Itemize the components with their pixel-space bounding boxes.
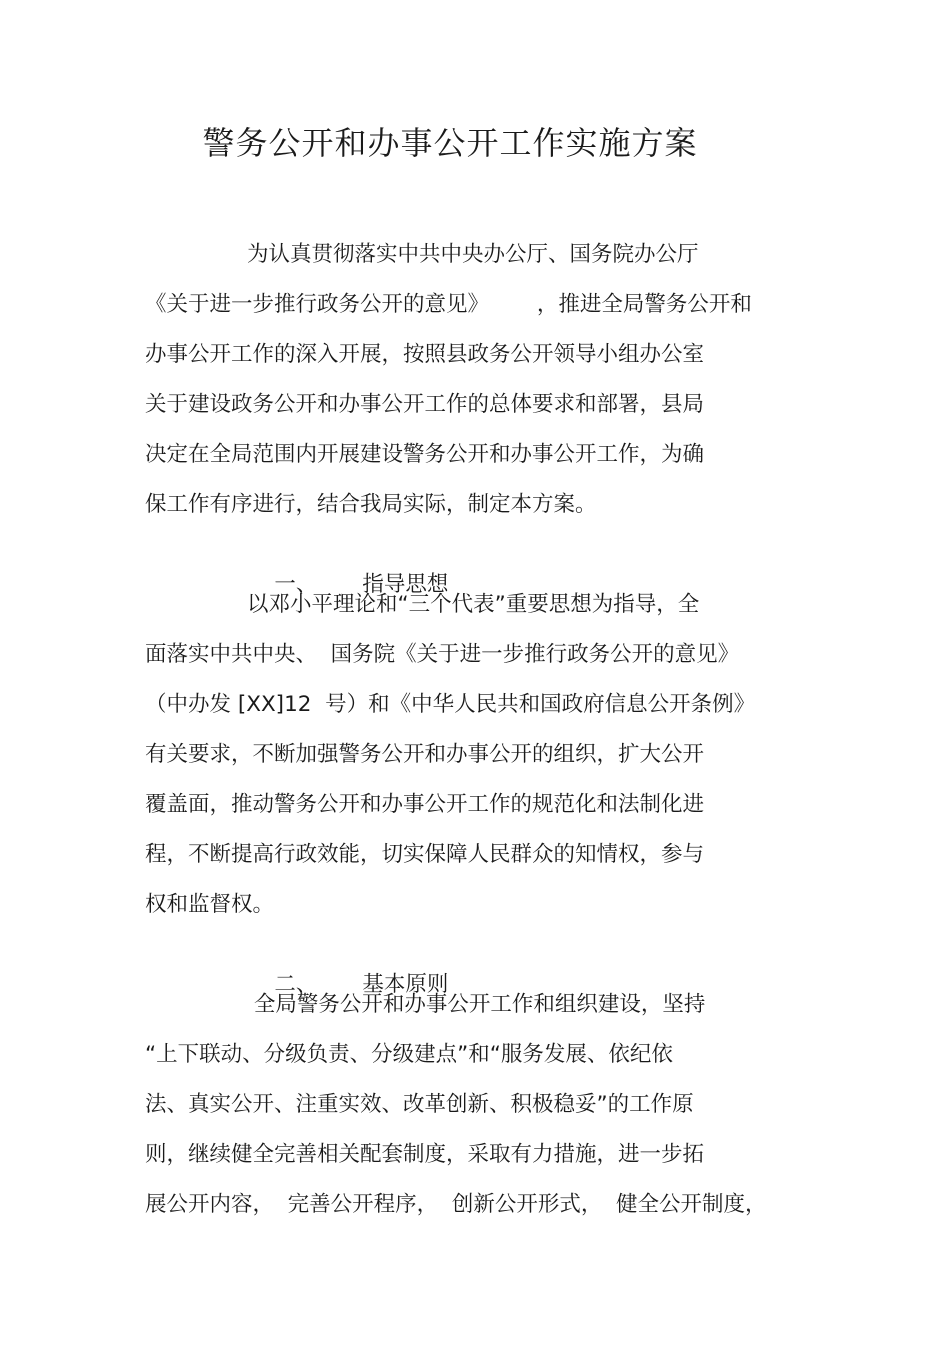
para2-line-3: （中办发 [XX]12 号）和《中华人民共和国政府信息公开条例》 (145, 692, 756, 717)
section-title: 指导思想 (362, 572, 449, 597)
section-number: 一、 (274, 572, 318, 597)
para2-line-4: 有关要求，不断加强警务公开和办事公开的组织，扩大公开 (145, 742, 705, 767)
para3-line-2: “上下联动、分级负责、分级建点”和“服务发展、依纪依 (145, 1042, 673, 1067)
para1-line-3: 办事公开工作的深入开展，按照县政务公开领导小组办公室 (145, 342, 705, 367)
para1-line-2: 《关于进一步推行政务公开的意见》 ，推进全局警务公开和 (145, 292, 752, 317)
para3-line-1: 全局警务公开和办事公开工作和组织建设，坚持 (247, 992, 706, 1017)
document-title: 警务公开和办事公开工作实施方案 (202, 124, 698, 162)
para3-line-4: 则，继续健全完善相关配套制度，采取有力措施，进一步拓 (145, 1142, 705, 1167)
section-number: 二、 (274, 972, 318, 997)
para2-line-6: 程，不断提高行政效能，切实保障人民群众的知情权，参与 (145, 842, 705, 867)
para3-line-3: 法、真实公开、注重实效、改革创新、积极稳妥”的工作原 (145, 1092, 694, 1117)
para1-line-4: 关于建设政务公开和办事公开工作的总体要求和部署，县局 (145, 392, 705, 417)
para2-line-1: 以邓小平理论和“三个代表”重要思想为指导，全 (247, 592, 700, 617)
para2-line-7: 权和监督权。 (145, 892, 275, 917)
para1-line-1: 为认真贯彻落实中共中央办公厅、国务院办公厅 (247, 242, 699, 267)
section-heading-2 (247, 940, 449, 997)
section-title: 基本原则 (362, 972, 449, 997)
para2-line-2: 面落实中共中央、 国务院《关于进一步推行政务公开的意见》 (145, 642, 740, 667)
para2-line-5: 覆盖面，推动警务公开和办事公开工作的规范化和法制化进 (145, 792, 705, 817)
section-heading-1 (247, 540, 449, 597)
para1-line-5: 决定在全局范围内开展建设警务公开和办事公开工作，为确 (145, 442, 705, 467)
para1-line-6: 保工作有序进行，结合我局实际，制定本方案。 (145, 492, 597, 517)
para3-line-5: 展公开内容， 完善公开程序， 创新公开形式， 健全公开制度， (145, 1192, 767, 1217)
